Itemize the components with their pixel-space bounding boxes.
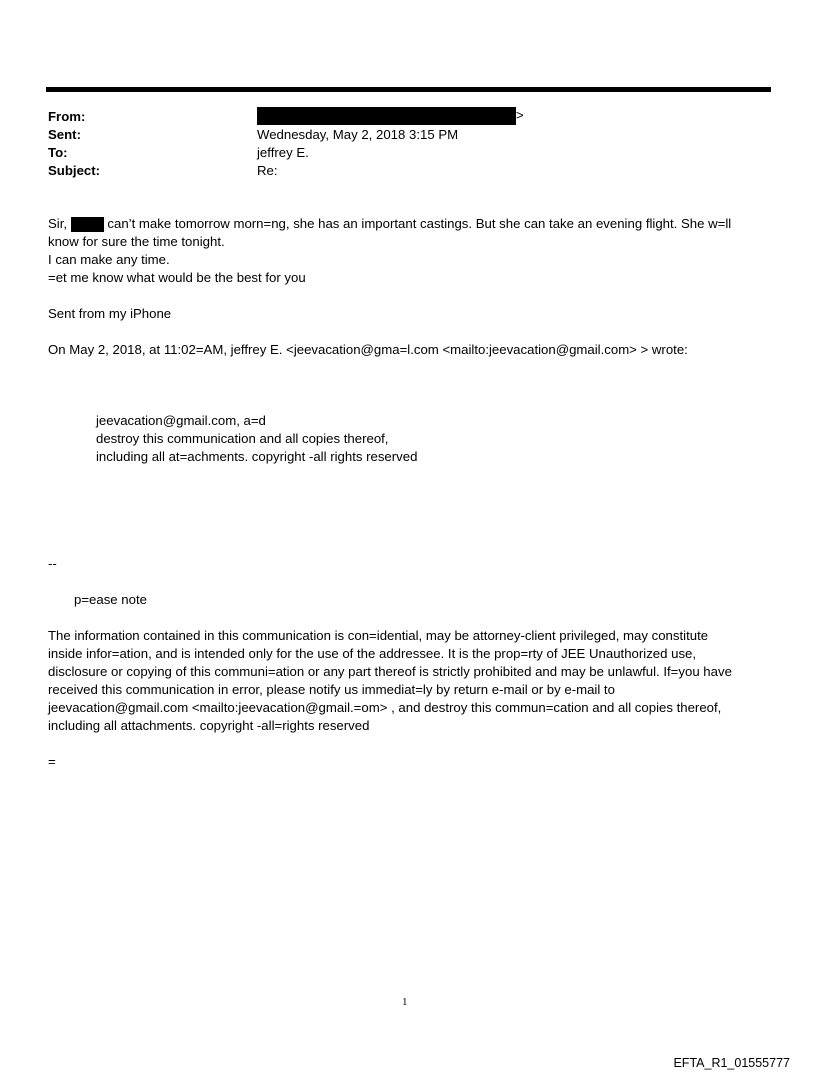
body-line-1-text: can’t make tomorrow morn=ng, she has an important castings. But she can take an evening flight. She w=ll xyxy=(107,216,732,231)
body-line-4: =et me know what would be the best for you xyxy=(48,270,306,285)
salutation: Sir, xyxy=(48,216,68,231)
redaction-bar xyxy=(257,107,516,125)
disclaimer-line-4: received this communication in error, please notify us immediat=ly by return e-mail or by e-mail to xyxy=(48,682,615,697)
page-number: 1 xyxy=(402,996,408,1008)
redaction-bar xyxy=(71,217,104,232)
quote-intro: On May 2, 2018, at 11:02=AM, jeffrey E. <jeevacation@gma=l.com <mailto:jeevacation@gmail.com> > wrote: xyxy=(48,342,688,357)
disclaimer-line-6: including all attachments. copyright -all=rights reserved xyxy=(48,718,370,733)
disclaimer-line-5: jeevacation@gmail.com <mailto:jeevacation@gmail.=om> , and destroy this commun=cation and all copies thereof, xyxy=(48,700,722,715)
from-value xyxy=(257,107,524,125)
to-value: jeffrey E. xyxy=(257,145,309,160)
to-label: To: xyxy=(48,145,68,160)
quoted-line-3: including all at=achments. copyright -all rights reserved xyxy=(96,449,418,464)
subject-value: Re: xyxy=(257,163,278,178)
disclaimer-line-2: inside infor=ation, and is intended only for the use of the addressee. It is the prop=rty of JEE Unauthorized use, xyxy=(48,646,697,661)
separator: -- xyxy=(48,556,57,571)
quoted-line-1: jeevacation@gmail.com, a=d xyxy=(96,413,266,428)
note: p=ease note xyxy=(74,592,147,607)
trailing-char: = xyxy=(48,754,56,769)
subject-label: Subject: xyxy=(48,163,101,178)
sent-value: Wednesday, May 2, 2018 3:15 PM xyxy=(257,127,459,142)
disclaimer-line-1: The information contained in this communication is con=idential, may be attorney-client privileged, may constitute xyxy=(48,628,709,643)
from-suffix: > xyxy=(516,107,524,123)
body-line-1 xyxy=(48,216,731,232)
from-label: From: xyxy=(48,109,86,124)
signature: Sent from my iPhone xyxy=(48,306,172,321)
body-line-3: I can make any time. xyxy=(48,252,170,267)
document-id: EFTA_R1_01555777 xyxy=(673,1056,790,1070)
disclaimer-line-3: disclosure or copying of this communi=ation or any part thereof is strictly prohibited and may be unlawful. If=you have xyxy=(48,664,732,679)
header-rule xyxy=(46,87,771,92)
sent-label: Sent: xyxy=(48,127,81,142)
quoted-line-2: destroy this communication and all copies thereof, xyxy=(96,431,389,446)
body-line-2: know for sure the time tonight. xyxy=(48,234,225,249)
